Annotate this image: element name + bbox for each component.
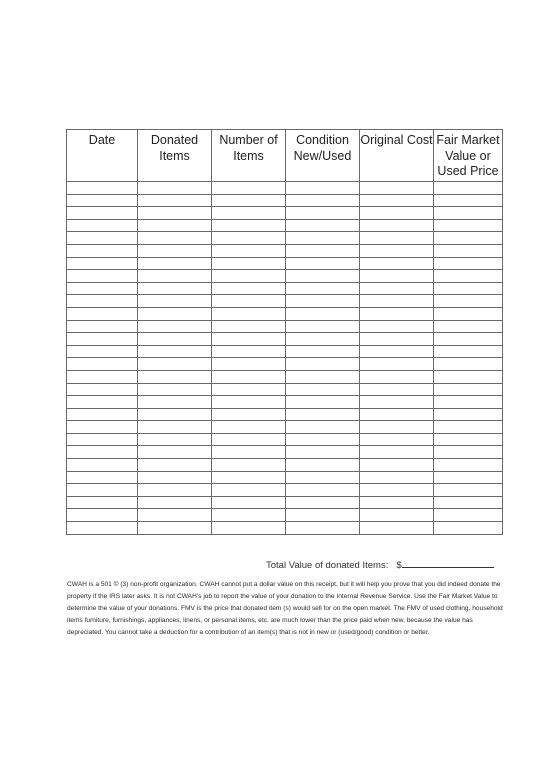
table-cell[interactable] [286, 383, 360, 396]
table-cell[interactable] [212, 219, 286, 232]
table-cell[interactable] [286, 244, 360, 257]
table-cell[interactable] [434, 307, 503, 320]
table-cell[interactable] [138, 244, 212, 257]
table-cell[interactable] [212, 244, 286, 257]
table-cell[interactable] [212, 522, 286, 535]
table-cell[interactable] [67, 471, 138, 484]
table-cell[interactable] [212, 370, 286, 383]
table-cell[interactable] [138, 433, 212, 446]
table-cell[interactable] [212, 282, 286, 295]
table-cell[interactable] [360, 244, 434, 257]
table-row [67, 244, 503, 257]
table-cell[interactable] [286, 320, 360, 333]
table-cell[interactable] [434, 408, 503, 421]
total-value-blank[interactable] [402, 558, 494, 568]
table-cell[interactable] [286, 370, 360, 383]
table-cell[interactable] [360, 194, 434, 207]
table-row [67, 270, 503, 283]
table-cell[interactable] [360, 433, 434, 446]
currency-symbol: $ [396, 560, 402, 571]
table-row [67, 459, 503, 472]
table-cell[interactable] [434, 509, 503, 522]
table-cell[interactable] [360, 232, 434, 245]
table-cell[interactable] [360, 307, 434, 320]
table-cell[interactable] [434, 446, 503, 459]
table-cell[interactable] [212, 509, 286, 522]
disclaimer-text: CWAH is a 501 © (3) non-profit organization. CWAH cannot put a dollar value on this receipt, but it will help you prove that you did indeed donate the property if the IRS later asks. It is not CWAH’s job to report the value of your donation to the Internal Revenue Service. Use the Fair Market Value to determine the value of your donations. FMV is the price that donated item (s) would sell for on the open market. The FMV of used clothing, household items furniture, furnishings, appliances, linens, or personal items, etc. are much lower than the price paid when new, because the value has depreciated. You cannot take a deduction for a contribution of an item(s) that is not in new or (used/good) condition or better. [67, 581, 503, 636]
table-cell[interactable] [67, 244, 138, 257]
table-cell[interactable] [212, 358, 286, 371]
table-cell[interactable] [67, 408, 138, 421]
table-cell[interactable] [434, 219, 503, 232]
table-row [67, 370, 503, 383]
table-cell[interactable] [212, 333, 286, 346]
table-cell[interactable] [360, 396, 434, 409]
table-cell[interactable] [360, 257, 434, 270]
table-cell[interactable] [286, 282, 360, 295]
table-cell[interactable] [286, 433, 360, 446]
table-cell[interactable] [434, 396, 503, 409]
table-cell[interactable] [138, 408, 212, 421]
table-cell[interactable] [67, 282, 138, 295]
table-cell[interactable] [360, 484, 434, 497]
table-cell[interactable] [286, 182, 360, 195]
table-body [67, 182, 503, 535]
table-row [67, 345, 503, 358]
table-cell[interactable] [138, 370, 212, 383]
table-cell[interactable] [67, 345, 138, 358]
table-cell[interactable] [434, 471, 503, 484]
table-cell[interactable] [67, 219, 138, 232]
table-cell[interactable] [360, 522, 434, 535]
table-row [67, 484, 503, 497]
table-cell[interactable] [67, 358, 138, 371]
table-cell[interactable] [67, 446, 138, 459]
table-header-row [67, 130, 503, 182]
table-cell[interactable] [138, 484, 212, 497]
table-row [67, 496, 503, 509]
table-cell[interactable] [212, 270, 286, 283]
table-cell[interactable] [434, 421, 503, 434]
table-cell[interactable] [212, 257, 286, 270]
table-cell[interactable] [138, 307, 212, 320]
table-cell[interactable] [212, 433, 286, 446]
table-cell[interactable] [138, 219, 212, 232]
table-row [67, 232, 503, 245]
table-cell[interactable] [138, 446, 212, 459]
table-row [67, 446, 503, 459]
table-cell[interactable] [212, 421, 286, 434]
table-row [67, 509, 503, 522]
table-cell[interactable] [434, 232, 503, 245]
table-cell[interactable] [286, 446, 360, 459]
table-cell[interactable] [212, 194, 286, 207]
table-cell[interactable] [212, 232, 286, 245]
table-cell[interactable] [434, 182, 503, 195]
table-cell[interactable] [360, 446, 434, 459]
table-row [67, 358, 503, 371]
table-row [67, 207, 503, 220]
table-cell[interactable] [67, 194, 138, 207]
table-cell[interactable] [286, 509, 360, 522]
table-cell[interactable] [67, 383, 138, 396]
table-cell[interactable] [67, 257, 138, 270]
table-row [67, 522, 503, 535]
table-cell[interactable] [360, 421, 434, 434]
table-cell[interactable] [434, 194, 503, 207]
table-cell[interactable] [286, 358, 360, 371]
table-cell[interactable] [286, 194, 360, 207]
table-cell[interactable] [286, 484, 360, 497]
table-row [67, 194, 503, 207]
table-cell[interactable] [434, 345, 503, 358]
table-cell[interactable] [138, 182, 212, 195]
table-cell[interactable] [138, 207, 212, 220]
table-cell[interactable] [360, 370, 434, 383]
table-cell[interactable] [138, 459, 212, 472]
table-cell[interactable] [360, 496, 434, 509]
table-row [67, 421, 503, 434]
header-original-cost: Original Cost [360, 130, 434, 182]
table-cell[interactable] [286, 257, 360, 270]
table-cell[interactable] [434, 433, 503, 446]
table-cell[interactable] [67, 320, 138, 333]
table-row [67, 219, 503, 232]
table-cell[interactable] [138, 522, 212, 535]
table-cell[interactable] [434, 320, 503, 333]
table-cell[interactable] [286, 522, 360, 535]
table-cell[interactable] [212, 295, 286, 308]
table-cell[interactable] [286, 270, 360, 283]
table-cell[interactable] [212, 307, 286, 320]
table-cell[interactable] [67, 207, 138, 220]
table-cell[interactable] [360, 295, 434, 308]
table-cell[interactable] [67, 433, 138, 446]
table-cell[interactable] [286, 307, 360, 320]
table-cell[interactable] [286, 421, 360, 434]
table-cell[interactable] [67, 295, 138, 308]
table-cell[interactable] [434, 295, 503, 308]
table-row [67, 282, 503, 295]
table-cell[interactable] [434, 459, 503, 472]
table-row [67, 471, 503, 484]
table-cell[interactable] [212, 320, 286, 333]
table-cell[interactable] [286, 496, 360, 509]
table-cell[interactable] [67, 182, 138, 195]
table-cell[interactable] [67, 459, 138, 472]
header-donated-items: Donated Items [138, 130, 212, 182]
table-cell[interactable] [212, 459, 286, 472]
table-cell[interactable] [434, 484, 503, 497]
table-cell[interactable] [67, 522, 138, 535]
header-number-of-items: Number of Items [212, 130, 286, 182]
total-value-line [266, 558, 494, 571]
table-cell[interactable] [212, 408, 286, 421]
table-cell[interactable] [434, 257, 503, 270]
table-cell[interactable] [138, 358, 212, 371]
table-row [67, 182, 503, 195]
table-cell[interactable] [67, 270, 138, 283]
table-cell[interactable] [286, 408, 360, 421]
table-cell[interactable] [434, 270, 503, 283]
table-cell[interactable] [212, 182, 286, 195]
table-row [67, 333, 503, 346]
table-cell[interactable] [138, 232, 212, 245]
table-cell[interactable] [67, 396, 138, 409]
table-cell[interactable] [434, 244, 503, 257]
table-cell[interactable] [360, 282, 434, 295]
table-cell[interactable] [360, 270, 434, 283]
table-row [67, 433, 503, 446]
table-cell[interactable] [286, 471, 360, 484]
table-cell[interactable] [67, 333, 138, 346]
table-cell[interactable] [360, 320, 434, 333]
table-cell[interactable] [286, 333, 360, 346]
table-cell[interactable] [360, 358, 434, 371]
table-row [67, 295, 503, 308]
table-cell[interactable] [138, 333, 212, 346]
table-cell[interactable] [138, 471, 212, 484]
header-date: Date [67, 130, 138, 182]
table-cell[interactable] [286, 295, 360, 308]
table-cell[interactable] [138, 509, 212, 522]
table-cell[interactable] [212, 383, 286, 396]
table-cell[interactable] [138, 257, 212, 270]
table-cell[interactable] [138, 282, 212, 295]
table-cell[interactable] [138, 496, 212, 509]
table-cell[interactable] [67, 232, 138, 245]
table-cell[interactable] [212, 345, 286, 358]
table-cell[interactable] [138, 270, 212, 283]
header-fair-market-value: Fair Market Value or Used Price [434, 130, 503, 182]
table-cell[interactable] [434, 496, 503, 509]
table-cell[interactable] [138, 295, 212, 308]
table-cell[interactable] [138, 345, 212, 358]
table-cell[interactable] [360, 459, 434, 472]
table-cell[interactable] [360, 471, 434, 484]
table-cell[interactable] [434, 207, 503, 220]
table-cell[interactable] [138, 194, 212, 207]
table-row [67, 383, 503, 396]
table-cell[interactable] [67, 421, 138, 434]
table-cell[interactable] [286, 396, 360, 409]
table-cell[interactable] [360, 219, 434, 232]
table-cell[interactable] [360, 182, 434, 195]
table-row [67, 320, 503, 333]
table-cell[interactable] [138, 383, 212, 396]
table-cell[interactable] [67, 370, 138, 383]
table-cell[interactable] [67, 484, 138, 497]
table-cell[interactable] [138, 320, 212, 333]
table-cell[interactable] [360, 408, 434, 421]
donation-table [66, 129, 503, 535]
table-row [67, 408, 503, 421]
table-cell[interactable] [212, 396, 286, 409]
table-cell[interactable] [360, 333, 434, 346]
table-cell[interactable] [212, 484, 286, 497]
table-cell[interactable] [360, 383, 434, 396]
table-cell[interactable] [360, 509, 434, 522]
table-cell[interactable] [434, 383, 503, 396]
table-cell[interactable] [212, 446, 286, 459]
table-cell[interactable] [67, 307, 138, 320]
table-cell[interactable] [434, 370, 503, 383]
table-cell[interactable] [286, 219, 360, 232]
table-cell[interactable] [212, 207, 286, 220]
header-condition: Condition New/Used [286, 130, 360, 182]
table-cell[interactable] [286, 232, 360, 245]
table-cell[interactable] [360, 207, 434, 220]
table-cell[interactable] [138, 396, 212, 409]
table-cell[interactable] [434, 333, 503, 346]
total-value-label: Total Value of donated Items: [266, 560, 389, 571]
table-cell[interactable] [67, 496, 138, 509]
table-row [67, 307, 503, 320]
table-cell[interactable] [67, 509, 138, 522]
table-cell[interactable] [434, 282, 503, 295]
table-cell[interactable] [360, 345, 434, 358]
table-row [67, 257, 503, 270]
table-cell[interactable] [286, 207, 360, 220]
table-cell[interactable] [212, 496, 286, 509]
table-cell[interactable] [434, 358, 503, 371]
table-cell[interactable] [434, 522, 503, 535]
table-cell[interactable] [212, 471, 286, 484]
table-cell[interactable] [286, 345, 360, 358]
table-cell[interactable] [138, 421, 212, 434]
table-row [67, 396, 503, 409]
table-cell[interactable] [286, 459, 360, 472]
